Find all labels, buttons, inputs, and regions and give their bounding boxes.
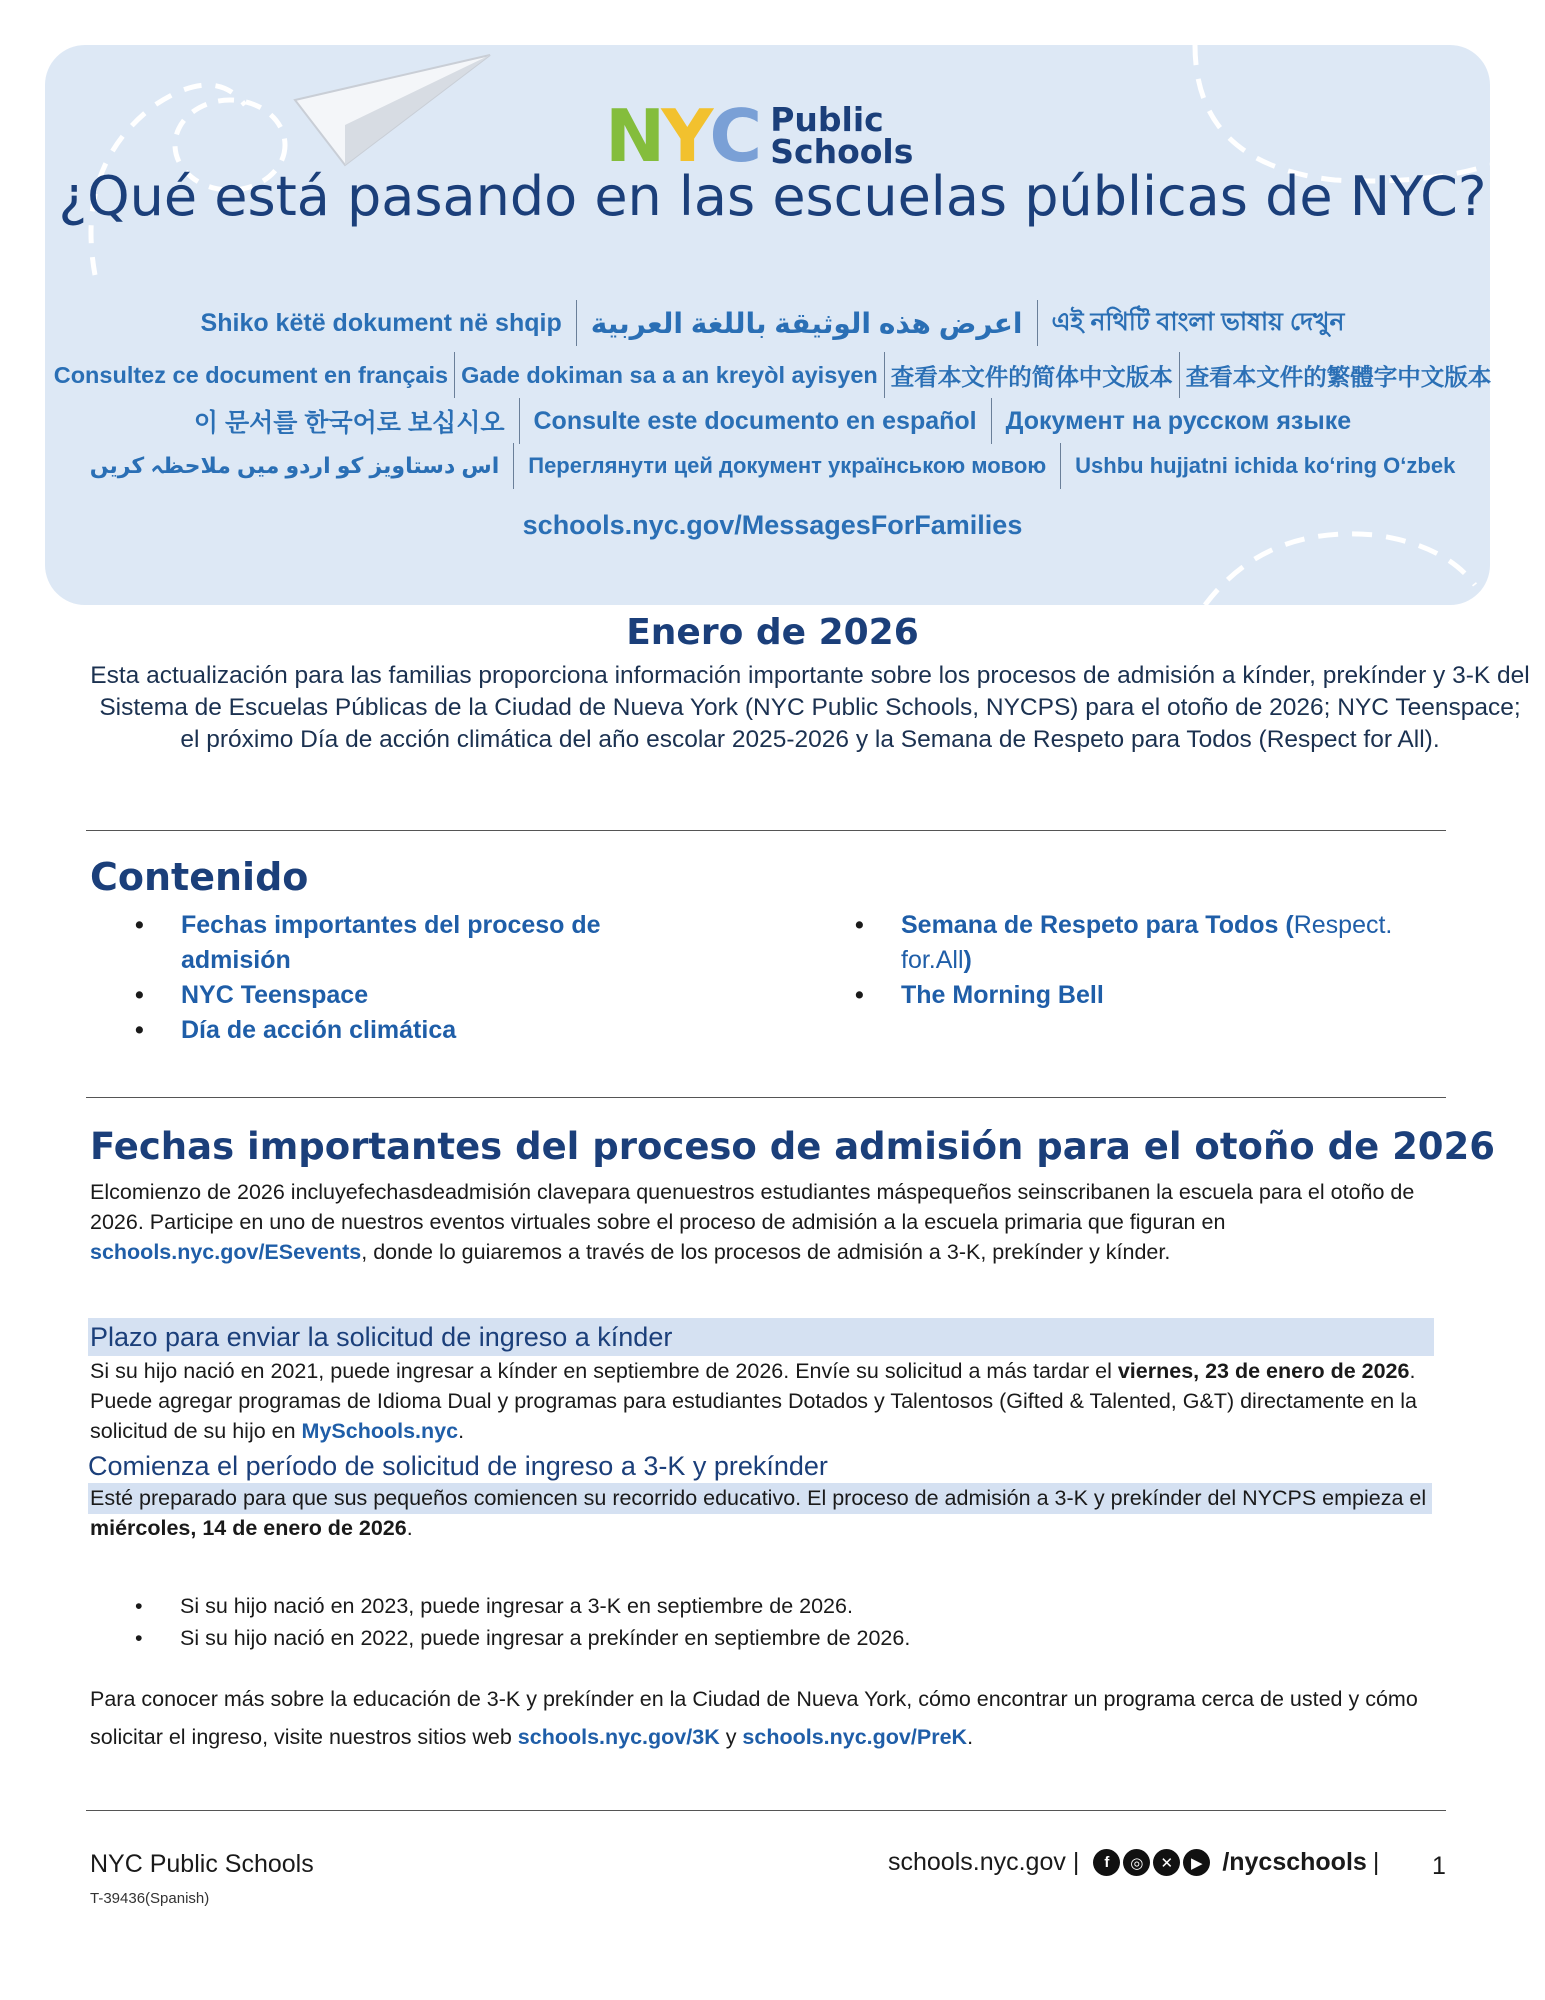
lang-link-uzbek[interactable]: Ushbu hujjatni ichida ko‘ring O‘zbek bbox=[1075, 453, 1456, 478]
page-title: ¿Qué está pasando en las escuelas públicas de NYC? bbox=[58, 165, 1487, 228]
divider bbox=[86, 1810, 1446, 1811]
logo-word-schools: Schools bbox=[770, 132, 914, 171]
toc-item-respect-for-all[interactable] bbox=[855, 908, 1435, 978]
logo-word-public: Public bbox=[770, 100, 884, 139]
lang-link-urdu[interactable]: اس دستاویز کو اردو میں ملاحظہ کریں bbox=[89, 453, 500, 478]
nyc-public-schools-logo bbox=[605, 94, 914, 178]
contents-heading: Contenido bbox=[90, 855, 309, 899]
logo-letter-y: Y bbox=[661, 94, 710, 178]
learn-more-paragraph bbox=[90, 1680, 1440, 1756]
footer-bar: | bbox=[1372, 1848, 1380, 1876]
social-handle[interactable]: /nycschools bbox=[1222, 1848, 1367, 1876]
text: Elcomienzo de 2026 incluyefechasdeadmisión clavepara quenuestros estudiantes máspequeños seinscribanen la escuela para el otoño de 2026. Participe en uno de nuestros eventos virtuales sobre el proceso de admisión a la escuela primaria que figuran en bbox=[90, 1180, 1415, 1234]
text: . bbox=[967, 1725, 974, 1749]
toc-item-morning-bell[interactable]: • The Morning Bell bbox=[855, 978, 1435, 1013]
intro-paragraph: Esta actualización para las familias proporciona información importante sobre los procesos de admisión a kínder, prekínder y 3-K del Sistema de Escuelas Públicas de la Ciudad de Nueva York (NYC Public Schools, NYCPS) para el otoño de 2026; NYC Teenspace; el próximo Día de acción climática del año escolar 2025-2026 y la Semana de Respeto para Todos (Respect for All). bbox=[90, 662, 1530, 753]
issue-month: Enero de 2026 bbox=[626, 612, 919, 653]
3k-link[interactable]: schools.nyc.gov/3K bbox=[517, 1725, 720, 1749]
divider bbox=[86, 1097, 1446, 1098]
text: , donde lo guiaremos a través de los procesos de admisión a 3-K, prekínder y kínder. bbox=[361, 1240, 1171, 1264]
admission-intro-paragraph bbox=[90, 1177, 1440, 1267]
social-icons bbox=[1093, 1849, 1210, 1876]
toc-item-teenspace[interactable]: • NYC Teenspace bbox=[135, 978, 655, 1013]
prek-link[interactable]: schools.nyc.gov/PreK bbox=[742, 1725, 968, 1749]
3k-prek-paragraph bbox=[90, 1483, 1440, 1543]
text: . bbox=[406, 1516, 413, 1540]
subheading-kindergarten-deadline: Plazo para enviar la solicitud de ingreso a kínder bbox=[88, 1318, 1434, 1356]
deadline-date: viernes, 23 de enero de 2026 bbox=[1117, 1359, 1410, 1383]
toc-item-climate-day[interactable]: • Día de acción climática bbox=[135, 1013, 655, 1048]
contents-list-left bbox=[135, 908, 655, 1048]
section-heading-admission: Fechas importantes del proceso de admisión para el otoño de 2026 bbox=[90, 1125, 1496, 1168]
language-row-4 bbox=[0, 443, 1545, 489]
lang-link-chinese-simplified[interactable]: 查看本文件的简体中文版本 bbox=[890, 364, 1173, 390]
start-date: miércoles, 14 de enero de 2026 bbox=[90, 1516, 407, 1540]
logo-wordmark bbox=[770, 100, 914, 171]
instagram-icon[interactable]: ◎ bbox=[1123, 1849, 1150, 1876]
logo-letter-c: C bbox=[709, 94, 759, 178]
facebook-icon[interactable]: f bbox=[1093, 1849, 1120, 1876]
text: . bbox=[458, 1419, 465, 1443]
text: Para conocer más sobre la educación de 3-K y prekínder en la Ciudad de Nueva York, cómo encontrar un programa cerca de usted y cómo solicitar el ingreso, visite nuestros sitios web bbox=[90, 1687, 1418, 1749]
lang-link-arabic[interactable]: اعرض هذه الوثيقة باللغة العربية bbox=[590, 307, 1023, 339]
lang-link-french[interactable]: Consultez ce document en français bbox=[53, 361, 449, 388]
toc-item-admission-dates[interactable]: • Fechas importantes del proceso de admisión bbox=[135, 908, 655, 978]
page-number: 1 bbox=[1432, 1852, 1446, 1880]
toc-respect-close: ) bbox=[963, 946, 972, 974]
language-row-1 bbox=[0, 300, 1545, 346]
contents-list-right bbox=[855, 908, 1435, 1013]
lang-link-haitian-creole[interactable]: Gade dokiman sa a an kreyòl ayisyen bbox=[461, 361, 878, 388]
footer-social bbox=[888, 1848, 1379, 1877]
youtube-icon[interactable]: ▶ bbox=[1183, 1849, 1210, 1876]
lang-link-korean[interactable]: 이 문서를 한국어로 보십시오 bbox=[193, 409, 505, 437]
x-icon[interactable]: ✕ bbox=[1153, 1849, 1180, 1876]
lang-link-spanish[interactable]: Consulte este documento en español bbox=[533, 406, 977, 435]
footer-site-link[interactable]: schools.nyc.gov | bbox=[888, 1848, 1080, 1876]
kindergarten-paragraph bbox=[90, 1356, 1440, 1446]
lang-link-albanian[interactable]: Shiko këtë dokument në shqip bbox=[200, 308, 562, 337]
nyc-logo-mark bbox=[605, 94, 759, 178]
document-code: T-39436(Spanish) bbox=[90, 1890, 210, 1907]
text: Esté preparado para que sus pequeños comiencen su recorrido educativo. El proceso de admisión a 3-K y prekínder del NYCPS empieza el bbox=[90, 1486, 1427, 1510]
toc-respect-bold: Semana de Respeto para Todos ( bbox=[901, 911, 1294, 939]
messages-for-families-link[interactable]: schools.nyc.gov/MessagesForFamilies bbox=[522, 510, 1023, 540]
divider bbox=[86, 830, 1446, 831]
language-row-3 bbox=[0, 398, 1545, 444]
lang-link-russian[interactable]: Документ на русском языке bbox=[1005, 406, 1352, 435]
lang-link-chinese-traditional[interactable]: 查看本文件的繁體字中文版本 bbox=[1185, 364, 1492, 390]
lang-link-bengali[interactable]: এই নথিটি বাংলা ভাষায় দেখুন bbox=[1051, 307, 1345, 336]
esevents-link[interactable]: schools.nyc.gov/ESevents bbox=[90, 1240, 362, 1264]
toc-respect-plain: Respect. for.All bbox=[901, 911, 1393, 974]
myschools-link[interactable]: MySchools.nyc bbox=[301, 1419, 459, 1443]
lang-link-ukrainian[interactable]: Переглянути цей документ українською мовою bbox=[528, 453, 1047, 478]
subheading-3k-prek-period: Comienza el período de solicitud de ingreso a 3-K y prekínder bbox=[88, 1451, 828, 1481]
list-item: • Si su hijo nació en 2022, puede ingresar a prekínder en septiembre de 2026. bbox=[135, 1622, 910, 1654]
language-row-2 bbox=[0, 352, 1545, 398]
text: Si su hijo nació en 2021, puede ingresar a kínder en septiembre de 2026. Envíe su solicitud a más tardar el bbox=[90, 1359, 1118, 1383]
footer-org: NYC Public Schools bbox=[90, 1850, 314, 1878]
list-item: • Si su hijo nació en 2023, puede ingresar a 3-K en septiembre de 2026. bbox=[135, 1590, 910, 1622]
text: y bbox=[719, 1725, 743, 1749]
logo-letter-n: N bbox=[605, 94, 662, 178]
text: . Puede agregar programas de Idioma Dual y programas para estudiantes Dotados y Talentosos (Gifted & Talented, G&T) directamente en la solicitud de su hijo en bbox=[90, 1359, 1417, 1443]
eligibility-list bbox=[135, 1590, 910, 1654]
